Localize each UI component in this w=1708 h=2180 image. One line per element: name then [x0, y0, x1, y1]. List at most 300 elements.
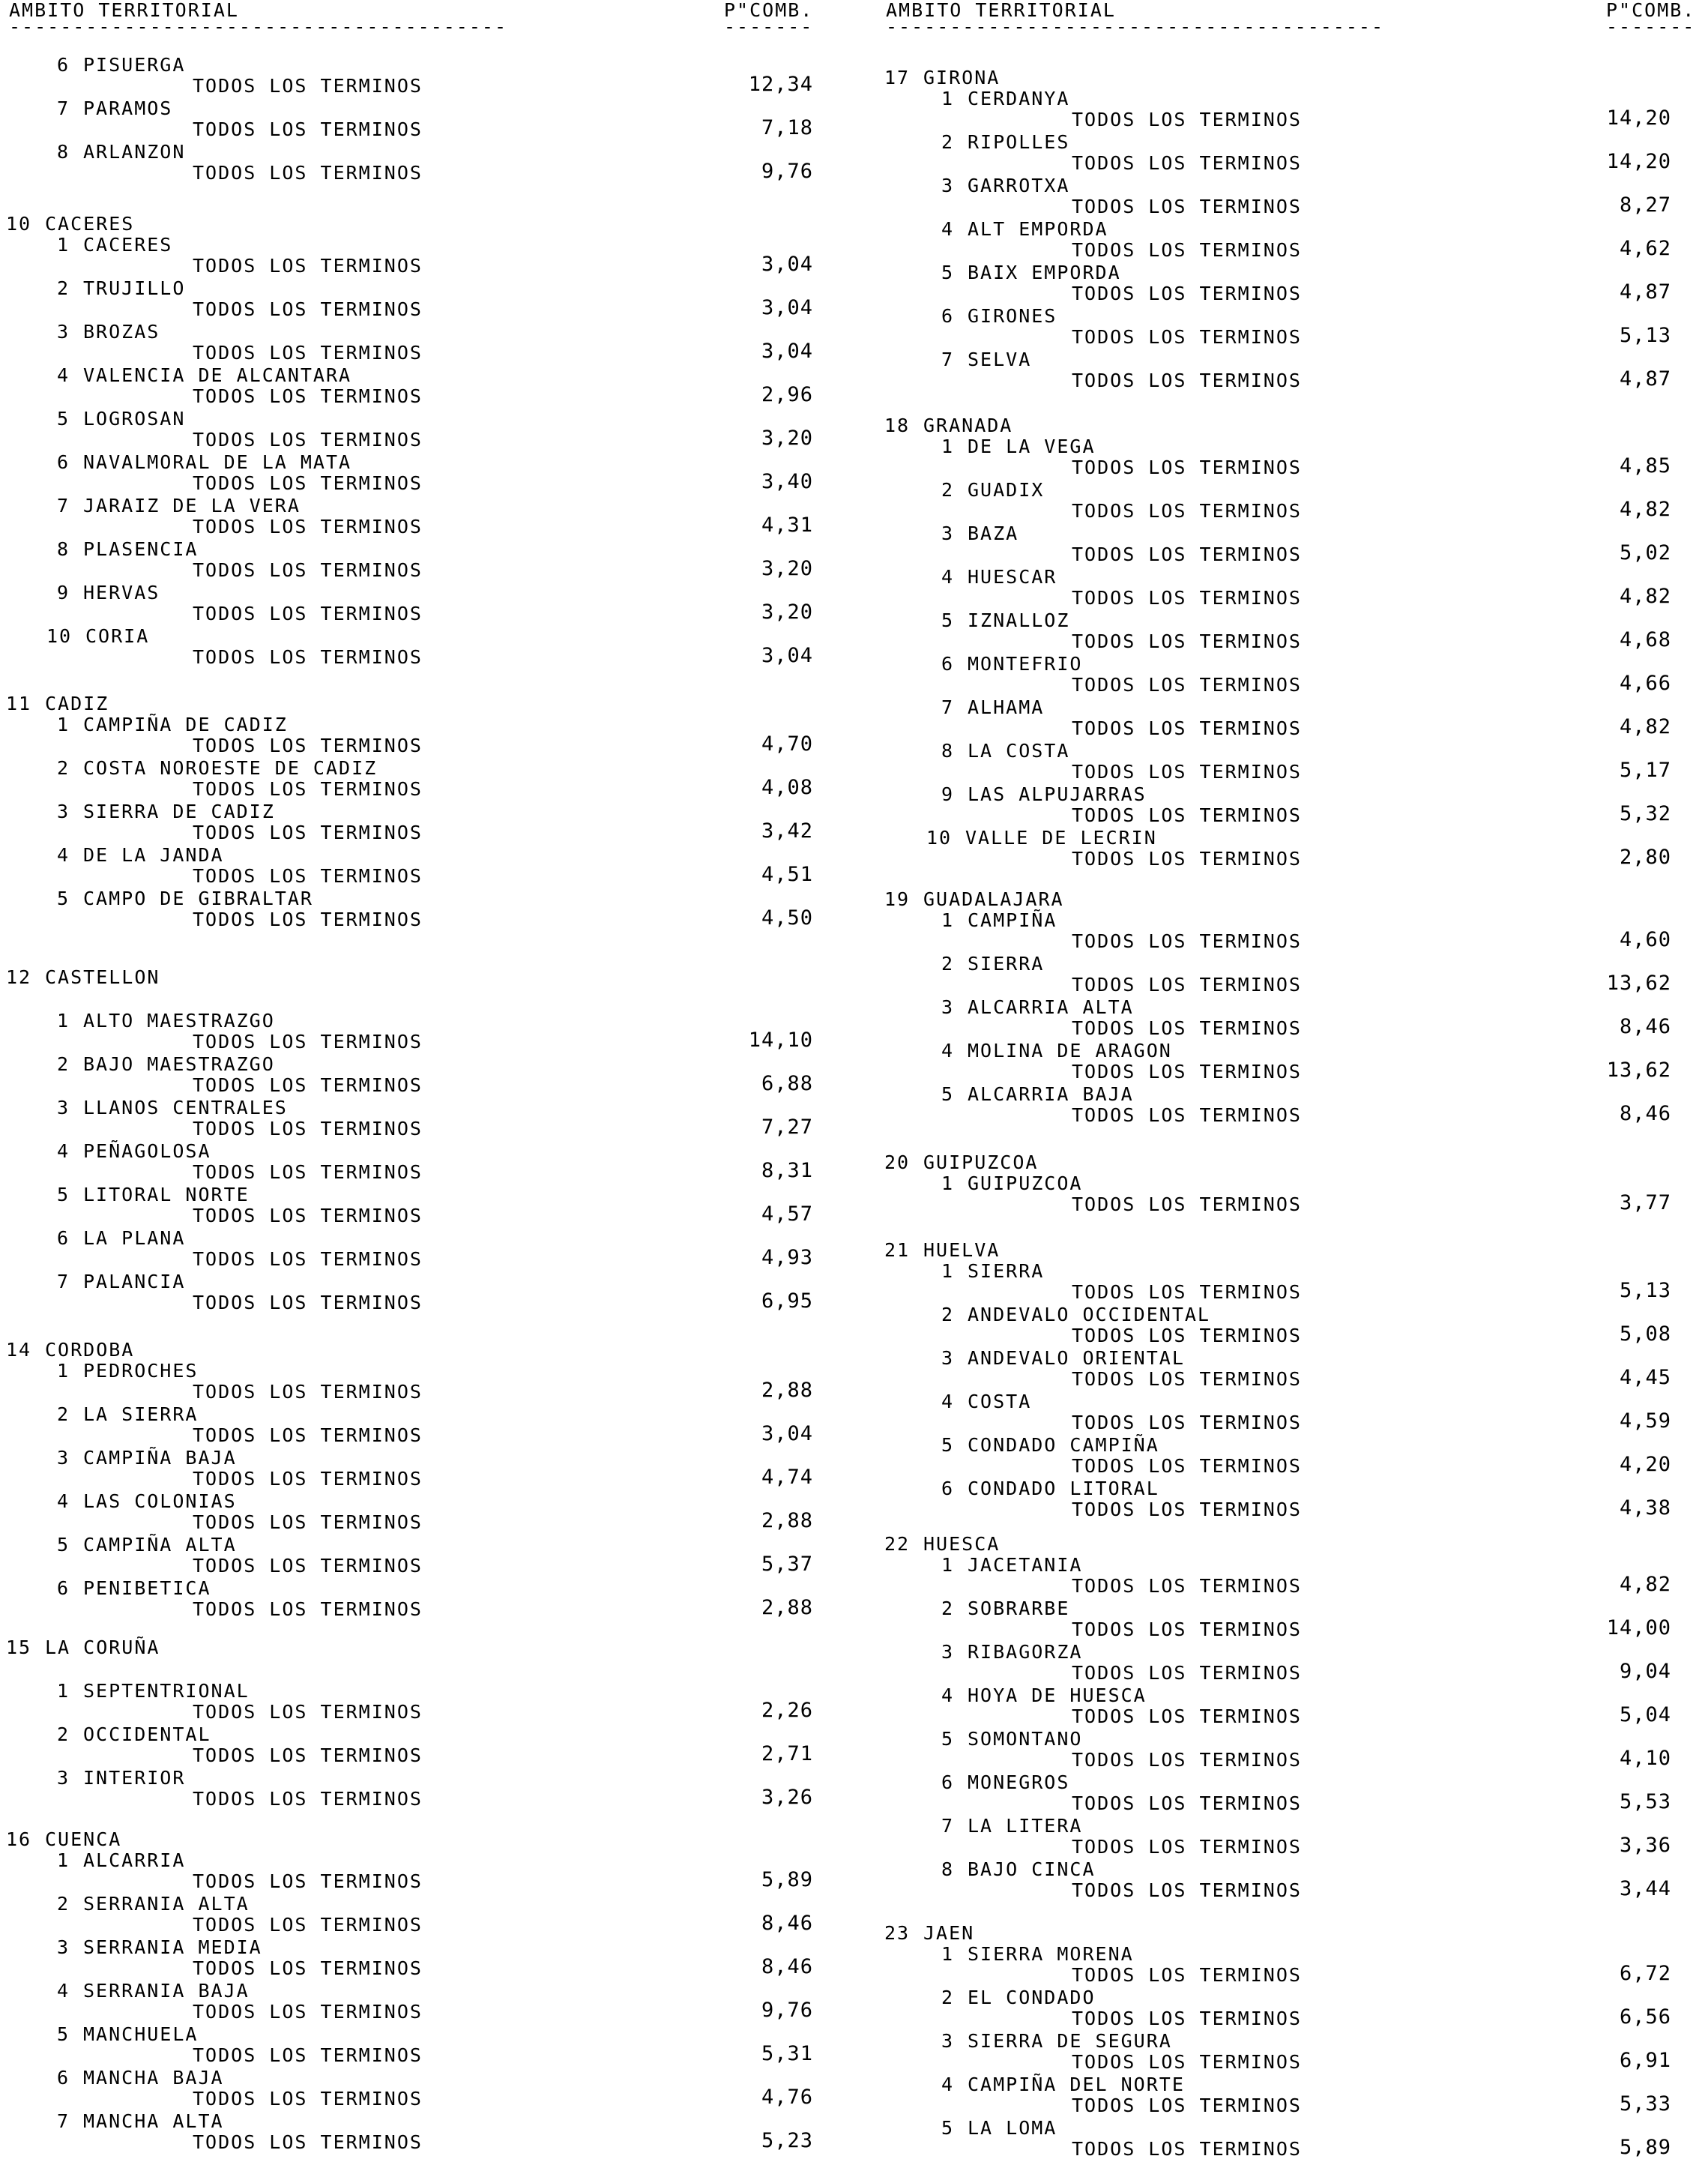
area-number: 3	[941, 996, 955, 1018]
pcomb-value: 9,76	[761, 1999, 813, 2022]
area-name: COSTA NOROESTE DE CADIZ	[83, 757, 378, 779]
all-terms-label: TODOS LOS TERMINOS	[193, 1870, 423, 1892]
area-number: 6	[57, 451, 70, 473]
pcomb-value: 5,04	[1619, 1703, 1671, 1726]
all-terms-label: TODOS LOS TERMINOS	[1072, 1368, 1302, 1390]
area-number: 4	[941, 218, 955, 240]
pcomb-value: 4,70	[761, 732, 813, 756]
area-number: 2	[941, 1598, 955, 1619]
area-number: 3	[57, 321, 70, 343]
all-terms-label: TODOS LOS TERMINOS	[193, 429, 423, 451]
pcomb-value: 4,66	[1619, 672, 1671, 695]
area-name: SEPTENTRIONAL	[83, 1680, 250, 1702]
area-name: PEÑAGOLOSA	[83, 1140, 211, 1162]
area-number: 7	[57, 2110, 70, 2132]
area-name: RIPOLLES	[968, 131, 1070, 153]
all-terms-label: TODOS LOS TERMINOS	[1072, 239, 1302, 261]
province-number: 10	[6, 213, 32, 235]
all-terms-label: TODOS LOS TERMINOS	[1072, 761, 1302, 783]
pcomb-value: 4,60	[1619, 928, 1671, 951]
area-name: LITORAL NORTE	[83, 1184, 250, 1205]
province-name: CASTELLON	[45, 966, 160, 988]
area-number: 4	[941, 2074, 955, 2095]
area-number: 5	[57, 1534, 70, 1556]
all-terms-label: TODOS LOS TERMINOS	[1072, 1705, 1302, 1727]
pcomb-value: 14,20	[1606, 106, 1671, 130]
all-terms-label: TODOS LOS TERMINOS	[1072, 1792, 1302, 1814]
all-terms-label: TODOS LOS TERMINOS	[193, 1031, 423, 1053]
all-terms-label: TODOS LOS TERMINOS	[1072, 674, 1302, 696]
area-name: GARROTXA	[968, 175, 1070, 196]
province-number: 15	[6, 1636, 32, 1658]
all-terms-label: TODOS LOS TERMINOS	[193, 1598, 423, 1620]
pcomb-value: 12,34	[748, 73, 813, 96]
area-name: LA LITERA	[968, 1815, 1083, 1837]
area-name: COSTA	[968, 1391, 1032, 1412]
area-number: 2	[57, 1403, 70, 1425]
area-number: 6	[941, 1771, 955, 1793]
all-terms-label: TODOS LOS TERMINOS	[193, 1118, 423, 1139]
pcomb-value: 8,46	[761, 1912, 813, 1935]
area-number: 8	[57, 538, 70, 560]
area-number: 8	[941, 740, 955, 762]
area-number: 2	[57, 757, 70, 779]
pcomb-value: 5,33	[1619, 2092, 1671, 2116]
pcomb-value: 4,10	[1619, 1747, 1671, 1770]
pcomb-value: 3,04	[761, 340, 813, 363]
pcomb-value: 13,62	[1606, 1059, 1671, 1082]
area-name: LAS ALPUJARRAS	[968, 783, 1147, 805]
all-terms-label: TODOS LOS TERMINOS	[193, 2131, 423, 2153]
area-number: 7	[941, 349, 955, 370]
header-underline-short: -------	[1606, 16, 1696, 37]
all-terms-label: TODOS LOS TERMINOS	[193, 1511, 423, 1533]
area-number: 3	[57, 1447, 70, 1469]
all-terms-label: TODOS LOS TERMINOS	[1072, 109, 1302, 130]
all-terms-label: TODOS LOS TERMINOS	[193, 1914, 423, 1936]
area-name: INTERIOR	[83, 1767, 186, 1789]
area-name: PEDROCHES	[83, 1360, 199, 1382]
pcomb-value: 4,85	[1619, 454, 1671, 478]
area-name: ALCARRIA BAJA	[968, 1083, 1134, 1105]
area-name: CORIA	[85, 625, 150, 647]
pcomb-value: 6,88	[761, 1072, 813, 1095]
all-terms-label: TODOS LOS TERMINOS	[1072, 1662, 1302, 1684]
area-name: SERRANIA BAJA	[83, 1980, 250, 2002]
all-terms-label: TODOS LOS TERMINOS	[1072, 1017, 1302, 1039]
area-number: 1	[57, 234, 70, 256]
province-number: 16	[6, 1828, 32, 1850]
province-number: 20	[884, 1151, 911, 1173]
all-terms-label: TODOS LOS TERMINOS	[193, 75, 423, 97]
area-name: CACERES	[83, 234, 173, 256]
all-terms-label: TODOS LOS TERMINOS	[193, 603, 423, 624]
all-terms-label: TODOS LOS TERMINOS	[1072, 152, 1302, 174]
area-name: BAJO CINCA	[968, 1858, 1096, 1880]
area-name: CAMPIÑA DEL NORTE	[968, 2074, 1185, 2095]
all-terms-label: TODOS LOS TERMINOS	[1072, 1499, 1302, 1520]
area-name: LAS COLONIAS	[83, 1490, 237, 1512]
area-number: 5	[941, 262, 955, 283]
all-terms-label: TODOS LOS TERMINOS	[193, 2088, 423, 2110]
pcomb-value: 5,13	[1619, 1279, 1671, 1302]
pcomb-value: 5,32	[1619, 802, 1671, 825]
area-name: SERRANIA MEDIA	[83, 1936, 262, 1958]
pcomb-value: 3,44	[1619, 1877, 1671, 1900]
all-terms-label: TODOS LOS TERMINOS	[1072, 587, 1302, 609]
pcomb-value: 4,08	[761, 776, 813, 799]
all-terms-label: TODOS LOS TERMINOS	[193, 2044, 423, 2066]
area-name: DE LA JANDA	[83, 844, 224, 866]
province-number: 14	[6, 1339, 32, 1361]
pcomb-value: 5,08	[1619, 1322, 1671, 1346]
pcomb-value: 5,37	[761, 1553, 813, 1576]
pcomb-value: 2,26	[761, 1699, 813, 1722]
area-number: 2	[57, 1723, 70, 1745]
column-header-title: AMBITO TERRITORIAL	[886, 0, 1116, 21]
area-name: CAMPIÑA DE CADIZ	[83, 714, 288, 735]
all-terms-label: TODOS LOS TERMINOS	[193, 1248, 423, 1270]
pcomb-value: 3,26	[761, 1786, 813, 1809]
left-column	[0, 0, 832, 2180]
pcomb-value: 4,57	[761, 1202, 813, 1226]
area-name: RIBAGORZA	[968, 1641, 1083, 1663]
all-terms-label: TODOS LOS TERMINOS	[1072, 326, 1302, 348]
all-terms-label: TODOS LOS TERMINOS	[1072, 2095, 1302, 2116]
all-terms-label: TODOS LOS TERMINOS	[193, 1555, 423, 1577]
area-number: 5	[941, 1728, 955, 1750]
pcomb-value: 5,02	[1619, 541, 1671, 564]
area-number: 6	[57, 2067, 70, 2089]
pcomb-value: 3,04	[761, 296, 813, 319]
all-terms-label: TODOS LOS TERMINOS	[193, 472, 423, 494]
area-number: 3	[57, 1767, 70, 1789]
pcomb-value: 4,87	[1619, 367, 1671, 391]
area-number: 1	[57, 714, 70, 735]
pcomb-value: 7,18	[761, 116, 813, 139]
area-name: SIERRA MORENA	[968, 1943, 1134, 1965]
pcomb-value: 8,46	[1619, 1102, 1671, 1125]
province-number: 21	[884, 1239, 911, 1261]
province-name: JAEN	[923, 1922, 975, 1944]
pcomb-value: 3,77	[1619, 1191, 1671, 1214]
province-name: GUIPUZCOA	[923, 1151, 1039, 1173]
pcomb-value: 4,74	[761, 1466, 813, 1489]
area-name: ANDEVALO ORIENTAL	[968, 1347, 1185, 1369]
area-number: 6	[57, 1577, 70, 1599]
all-terms-label: TODOS LOS TERMINOS	[193, 1744, 423, 1766]
area-number: 4	[941, 1684, 955, 1706]
all-terms-label: TODOS LOS TERMINOS	[193, 1468, 423, 1490]
all-terms-label: TODOS LOS TERMINOS	[193, 1424, 423, 1446]
area-name: CONDADO LITORAL	[968, 1478, 1159, 1499]
province-name: CORDOBA	[45, 1339, 135, 1361]
pcomb-value: 4,51	[761, 863, 813, 886]
area-number: 10	[926, 827, 953, 849]
area-name: SERRANIA ALTA	[83, 1893, 250, 1915]
pcomb-value: 5,17	[1619, 759, 1671, 782]
province-name: CUENCA	[45, 1828, 122, 1850]
area-name: BROZAS	[83, 321, 160, 343]
pcomb-value: 8,31	[761, 1159, 813, 1182]
area-number: 5	[57, 888, 70, 909]
all-terms-label: TODOS LOS TERMINOS	[1072, 1619, 1302, 1640]
area-name: IZNALLOZ	[968, 609, 1070, 631]
area-number: 8	[57, 141, 70, 163]
area-name: CERDANYA	[968, 88, 1070, 109]
area-name: HERVAS	[83, 582, 160, 603]
all-terms-label: TODOS LOS TERMINOS	[1072, 974, 1302, 996]
column-header-pcomb: P"COMB.	[1606, 0, 1696, 21]
all-terms-label: TODOS LOS TERMINOS	[193, 909, 423, 930]
all-terms-label: TODOS LOS TERMINOS	[1072, 544, 1302, 565]
province-name: HUESCA	[923, 1533, 1001, 1555]
area-name: MOLINA DE ARAGON	[968, 1040, 1172, 1062]
all-terms-label: TODOS LOS TERMINOS	[1072, 500, 1302, 522]
area-name: SIERRA	[968, 1260, 1045, 1282]
pcomb-value: 4,82	[1619, 585, 1671, 608]
pcomb-value: 4,68	[1619, 628, 1671, 651]
pcomb-value: 9,76	[761, 160, 813, 183]
all-terms-label: TODOS LOS TERMINOS	[1072, 1879, 1302, 1901]
area-name: ANDEVALO OCCIDENTAL	[968, 1304, 1210, 1325]
area-number: 7	[57, 1271, 70, 1292]
area-number: 7	[941, 696, 955, 718]
pcomb-value: 4,62	[1619, 237, 1671, 260]
pcomb-value: 3,20	[761, 600, 813, 624]
area-number: 4	[57, 1980, 70, 2002]
all-terms-label: TODOS LOS TERMINOS	[193, 385, 423, 407]
pcomb-value: 3,20	[761, 557, 813, 580]
all-terms-label: TODOS LOS TERMINOS	[193, 822, 423, 843]
pcomb-value: 3,04	[761, 253, 813, 276]
area-number: 6	[941, 653, 955, 675]
all-terms-label: TODOS LOS TERMINOS	[1072, 283, 1302, 304]
area-name: SOMONTANO	[968, 1728, 1083, 1750]
pcomb-value: 2,88	[761, 1596, 813, 1619]
area-number: 2	[57, 1893, 70, 1915]
area-number: 3	[941, 2030, 955, 2052]
all-terms-label: TODOS LOS TERMINOS	[1072, 196, 1302, 217]
area-name: ALCARRIA	[83, 1849, 186, 1871]
all-terms-label: TODOS LOS TERMINOS	[193, 255, 423, 277]
area-number: 6	[57, 54, 70, 76]
pcomb-value: 4,31	[761, 514, 813, 537]
province-number: 23	[884, 1922, 911, 1944]
all-terms-label: TODOS LOS TERMINOS	[1072, 804, 1302, 826]
area-name: LOGROSAN	[83, 408, 186, 430]
area-number: 5	[941, 1434, 955, 1456]
all-terms-label: TODOS LOS TERMINOS	[193, 1205, 423, 1226]
header-underline: ---------------------------------------	[9, 16, 507, 37]
column-header-pcomb: P"COMB.	[724, 0, 814, 21]
area-name: ARLANZON	[83, 141, 186, 163]
all-terms-label: TODOS LOS TERMINOS	[1072, 1575, 1302, 1597]
area-name: SIERRA DE CADIZ	[83, 801, 275, 822]
province-name: GUADALAJARA	[923, 888, 1064, 910]
area-name: JARAIZ DE LA VERA	[83, 495, 301, 517]
area-name: MANCHA BAJA	[83, 2067, 224, 2089]
all-terms-label: TODOS LOS TERMINOS	[1072, 630, 1302, 652]
all-terms-label: TODOS LOS TERMINOS	[1072, 1836, 1302, 1858]
all-terms-label: TODOS LOS TERMINOS	[1072, 1193, 1302, 1215]
area-number: 5	[57, 2023, 70, 2045]
pcomb-value: 5,23	[761, 2129, 813, 2152]
area-number: 3	[57, 1097, 70, 1118]
area-name: ALT EMPORDA	[968, 218, 1108, 240]
pcomb-value: 6,72	[1619, 1962, 1671, 1985]
area-name: LA COSTA	[968, 740, 1070, 762]
pcomb-value: 4,20	[1619, 1453, 1671, 1476]
pcomb-value: 4,82	[1619, 715, 1671, 738]
area-number: 2	[57, 1053, 70, 1075]
area-name: ALCARRIA ALTA	[968, 996, 1134, 1018]
area-number: 1	[941, 436, 955, 457]
all-terms-label: TODOS LOS TERMINOS	[193, 1788, 423, 1810]
area-number: 7	[941, 1815, 955, 1837]
pcomb-value: 6,91	[1619, 2049, 1671, 2072]
all-terms-label: TODOS LOS TERMINOS	[193, 735, 423, 756]
province-name: GRANADA	[923, 415, 1013, 436]
area-name: SIERRA	[968, 953, 1045, 975]
province-number: 19	[884, 888, 911, 910]
all-terms-label: TODOS LOS TERMINOS	[193, 2001, 423, 2023]
area-name: PALANCIA	[83, 1271, 186, 1292]
all-terms-label: TODOS LOS TERMINOS	[193, 778, 423, 800]
pcomb-value: 7,27	[761, 1115, 813, 1139]
all-terms-label: TODOS LOS TERMINOS	[1072, 370, 1302, 391]
area-number: 4	[57, 364, 70, 386]
area-name: CAMPIÑA ALTA	[83, 1534, 237, 1556]
all-terms-label: TODOS LOS TERMINOS	[1072, 457, 1302, 478]
pcomb-value: 14,20	[1606, 150, 1671, 173]
area-name: OCCIDENTAL	[83, 1723, 211, 1745]
pcomb-value: 3,04	[761, 1422, 813, 1445]
area-name: CAMPO DE GIBRALTAR	[83, 888, 313, 909]
area-name: MONTEFRIO	[968, 653, 1083, 675]
area-number: 1	[941, 1943, 955, 1965]
pcomb-value: 3,40	[761, 470, 813, 493]
area-number: 2	[941, 131, 955, 153]
area-number: 1	[941, 909, 955, 931]
area-name: VALENCIA DE ALCANTARA	[83, 364, 352, 386]
pcomb-value: 5,13	[1619, 324, 1671, 347]
pcomb-value: 4,50	[761, 906, 813, 930]
pcomb-value: 4,93	[761, 1246, 813, 1269]
province-name: GIRONA	[923, 67, 1001, 88]
area-name: SOBRARBE	[968, 1598, 1070, 1619]
all-terms-label: TODOS LOS TERMINOS	[193, 865, 423, 887]
province-number: 11	[6, 693, 32, 714]
province-number: 18	[884, 415, 911, 436]
area-number: 2	[941, 953, 955, 975]
area-number: 4	[57, 1140, 70, 1162]
area-name: LA LOMA	[968, 2117, 1057, 2139]
area-name: EL CONDADO	[968, 1987, 1096, 2008]
area-name: MANCHUELA	[83, 2023, 199, 2045]
area-name: LA SIERRA	[83, 1403, 199, 1425]
area-number: 1	[57, 1360, 70, 1382]
area-number: 4	[57, 1490, 70, 1512]
pcomb-value: 2,88	[761, 1379, 813, 1402]
area-name: SIERRA DE SEGURA	[968, 2030, 1172, 2052]
pcomb-value: 8,46	[761, 1955, 813, 1978]
all-terms-label: TODOS LOS TERMINOS	[193, 516, 423, 538]
all-terms-label: TODOS LOS TERMINOS	[1072, 2008, 1302, 2029]
all-terms-label: TODOS LOS TERMINOS	[193, 162, 423, 184]
province-name: CACERES	[45, 213, 135, 235]
pcomb-value: 4,87	[1619, 280, 1671, 304]
area-number: 1	[941, 1260, 955, 1282]
pcomb-value: 13,62	[1606, 972, 1671, 995]
all-terms-label: TODOS LOS TERMINOS	[1072, 1325, 1302, 1346]
area-name: GUADIX	[968, 479, 1045, 501]
pcomb-value: 5,53	[1619, 1790, 1671, 1813]
area-name: PLASENCIA	[83, 538, 199, 560]
pcomb-value: 3,20	[761, 427, 813, 450]
area-name: BAZA	[968, 523, 1019, 544]
province-name: LA CORUÑA	[45, 1636, 160, 1658]
all-terms-label: TODOS LOS TERMINOS	[193, 298, 423, 320]
pcomb-value: 8,46	[1619, 1015, 1671, 1038]
pcomb-value: 5,31	[761, 2042, 813, 2065]
province-number: 22	[884, 1533, 911, 1555]
all-terms-label: TODOS LOS TERMINOS	[1072, 2051, 1302, 2073]
all-terms-label: TODOS LOS TERMINOS	[193, 1074, 423, 1096]
all-terms-label: TODOS LOS TERMINOS	[1072, 1749, 1302, 1771]
pcomb-value: 4,38	[1619, 1496, 1671, 1520]
area-name: NAVALMORAL DE LA MATA	[83, 451, 352, 473]
pcomb-value: 4,45	[1619, 1366, 1671, 1389]
all-terms-label: TODOS LOS TERMINOS	[193, 559, 423, 581]
area-number: 3	[57, 1936, 70, 1958]
area-number: 10	[46, 625, 73, 647]
area-number: 5	[941, 609, 955, 631]
area-number: 5	[941, 1083, 955, 1105]
area-number: 1	[941, 88, 955, 109]
area-number: 1	[57, 1010, 70, 1032]
area-number: 3	[941, 523, 955, 544]
pcomb-value: 2,96	[761, 383, 813, 406]
area-name: JACETANIA	[968, 1554, 1083, 1576]
area-number: 3	[941, 175, 955, 196]
all-terms-label: TODOS LOS TERMINOS	[193, 1161, 423, 1183]
all-terms-label: TODOS LOS TERMINOS	[1072, 717, 1302, 739]
province-name: HUELVA	[923, 1239, 1001, 1261]
area-number: 6	[941, 1478, 955, 1499]
area-number: 3	[57, 801, 70, 822]
area-number: 9	[57, 582, 70, 603]
area-number: 2	[941, 1304, 955, 1325]
area-name: CONDADO CAMPIÑA	[968, 1434, 1159, 1456]
pcomb-value: 6,95	[761, 1289, 813, 1313]
area-name: GIRONES	[968, 305, 1057, 327]
all-terms-label: TODOS LOS TERMINOS	[193, 342, 423, 364]
pcomb-value: 9,04	[1619, 1660, 1671, 1683]
area-number: 1	[57, 1849, 70, 1871]
area-name: PENIBETICA	[83, 1577, 211, 1599]
all-terms-label: TODOS LOS TERMINOS	[1072, 1455, 1302, 1477]
area-number: 2	[941, 1987, 955, 2008]
area-name: GUIPUZCOA	[968, 1172, 1083, 1194]
area-name: HOYA DE HUESCA	[968, 1684, 1147, 1706]
all-terms-label: TODOS LOS TERMINOS	[1072, 1281, 1302, 1303]
area-number: 3	[941, 1347, 955, 1369]
area-name: PISUERGA	[83, 54, 186, 76]
area-name: SELVA	[968, 349, 1032, 370]
all-terms-label: TODOS LOS TERMINOS	[193, 118, 423, 140]
pcomb-value: 14,00	[1606, 1616, 1671, 1639]
